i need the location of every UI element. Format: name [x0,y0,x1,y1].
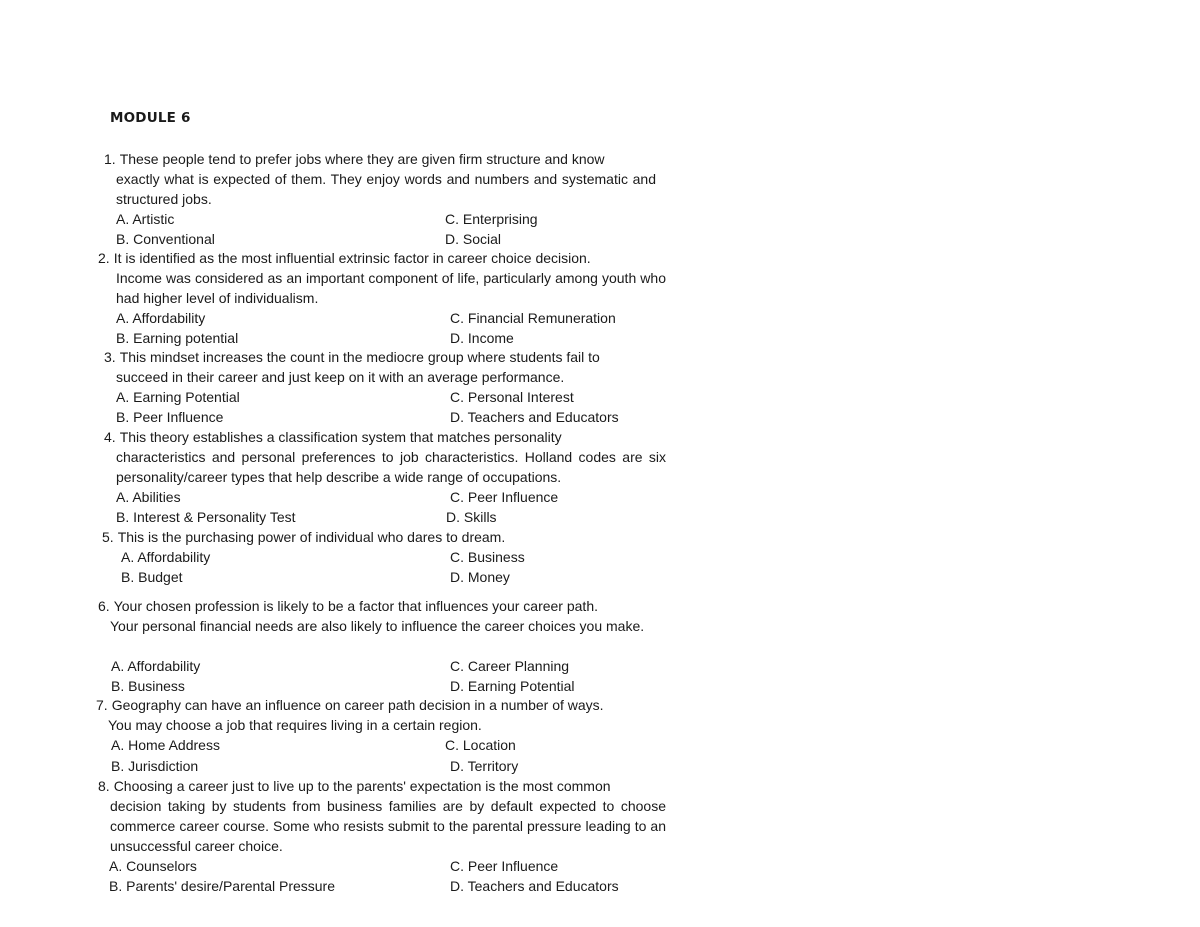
question-1 [104,149,656,209]
option-d: D. Social [445,231,502,247]
question-number: 7. [96,697,108,713]
question-7 [96,695,666,735]
question-8 [98,776,666,856]
question-number: 6. [98,598,110,614]
option-c: C. Career Planning [450,658,570,674]
option-d: D. Teachers and Educators [450,409,619,425]
question-5 [102,527,666,547]
question-2 [98,248,666,308]
option-b: B. Parents' desire/Parental Pressure [109,878,336,894]
option-d: D. Earning Potential [450,678,575,694]
question-stem-rest: Income was considered as an important component of life, particularly among youth who had higher level of individualism. [116,270,666,306]
question-number: 2. [98,250,110,266]
option-c: C. Enterprising [445,211,538,227]
option-a: A. Affordability [116,310,206,326]
option-d: D. Teachers and Educators [450,878,619,894]
question-stem-first: Your chosen profession is likely to be a factor that influences your career path. [113,598,598,614]
option-b: B. Jurisdiction [111,758,199,774]
question-number: 1. [104,151,116,167]
option-c: C. Location [445,737,516,753]
option-c: C. Financial Remuneration [450,310,616,326]
option-a: A. Earning Potential [116,389,240,405]
option-d: D. Skills [446,509,497,525]
question-stem-rest: characteristics and personal preferences to job characteristics. Holland codes are six personality/career types that help describe a wide range of occupations. [116,449,666,485]
option-c: C. Peer Influence [450,858,559,874]
option-d: D. Income [450,330,514,346]
option-c: C. Business [450,549,525,565]
option-b: B. Conventional [116,231,215,247]
option-a: A. Home Address [111,737,220,753]
option-b: B. Peer Influence [116,409,224,425]
module-title: MODULE 6 [110,110,191,126]
option-a: A. Affordability [121,549,211,565]
question-number: 3. [104,349,116,365]
question-number: 8. [98,778,110,794]
question-stem-first: Geography can have an influence on career path decision in a number of ways. [111,697,604,713]
question-stem-first: This mindset increases the count in the mediocre group where students fail to [119,349,600,365]
question-stem-rest: exactly what is expected of them. They enjoy words and numbers and systematic and structured jobs. [116,171,656,207]
option-a: A. Abilities [116,489,181,505]
option-a: A. Affordability [111,658,201,674]
question-stem-first: This theory establishes a classification system that matches personality [119,429,562,445]
option-c: C. Peer Influence [450,489,559,505]
question-stem-rest: succeed in their career and just keep on it with an average performance. [116,369,565,385]
question-6 [98,596,666,636]
question-stem-rest: Your personal financial needs are also likely to influence the career choices you make. [110,618,645,634]
option-b: B. Earning potential [116,330,239,346]
question-stem-rest: You may choose a job that requires living in a certain region. [108,717,482,733]
question-number: 4. [104,429,116,445]
question-stem-first: These people tend to prefer jobs where they are given firm structure and know [119,151,605,167]
option-b: B. Budget [121,569,183,585]
question-stem-first: Choosing a career just to live up to the parents' expectation is the most common [113,778,611,794]
question-stem-first: This is the purchasing power of individual who dares to dream. [117,529,506,545]
question-number: 5. [102,529,114,545]
option-b: B. Interest & Personality Test [116,509,296,525]
option-a: A. Counselors [109,858,197,874]
question-3 [104,347,666,387]
question-stem-first: It is identified as the most influential extrinsic factor in career choice decision. [113,250,591,266]
question-stem-rest: decision taking by students from business families are by default expected to choose commerce career course. Some who resists submit to the parental pressure leading to an unsuccessful career choice. [110,798,666,854]
option-a: A. Artistic [116,211,175,227]
option-c: C. Personal Interest [450,389,574,405]
option-d: D. Territory [450,758,519,774]
option-b: B. Business [111,678,185,694]
option-d: D. Money [450,569,510,585]
question-4 [104,427,666,487]
